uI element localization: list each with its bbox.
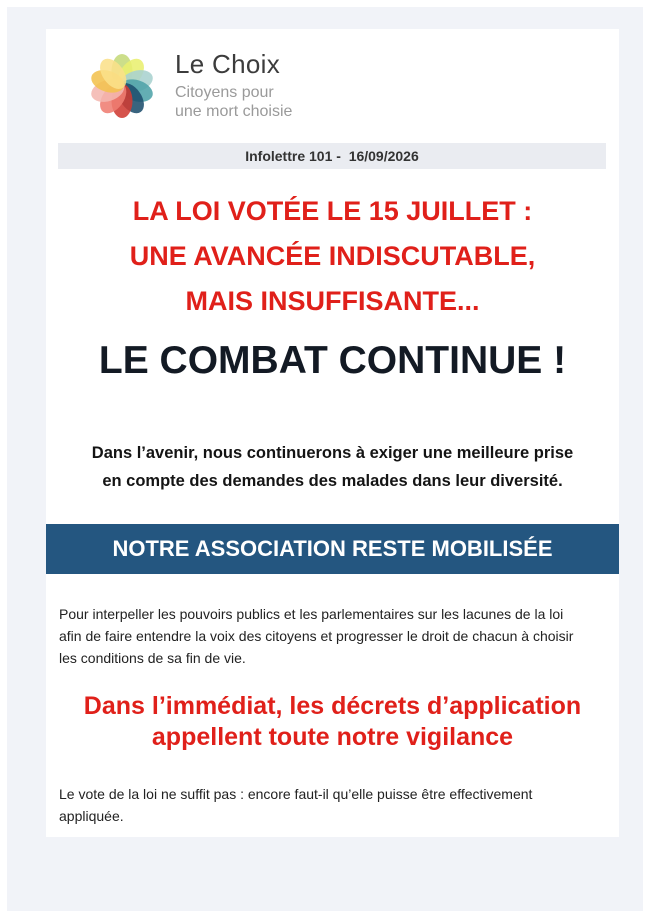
- brand-tagline-line: Citoyens pour: [175, 84, 274, 101]
- brand-name: Le Choix: [175, 49, 281, 79]
- headline-line: MAIS INSUFFISANTE...: [185, 286, 480, 316]
- subheading-decrets: [46, 691, 619, 753]
- newsletter-background: [7, 7, 643, 911]
- headline-line: UNE AVANCÉE INDISCUTABLE,: [129, 241, 536, 271]
- paragraph-mobilisation: [59, 603, 599, 669]
- pinwheel-flower-logo-icon: [76, 45, 168, 127]
- section-title-band: NOTRE ASSOCIATION RESTE MOBILISÉE: [46, 524, 619, 574]
- paragraph-line: afin de faire entendre la voix des citoyens et progresser le droit de chacun à choisir: [59, 628, 574, 644]
- headline-line: LA LOI VOTÉE LE 15 JUILLET :: [132, 196, 533, 226]
- paragraph-line: appliquée.: [59, 808, 124, 824]
- main-headline: [46, 189, 619, 324]
- slogan-heading: LE COMBAT CONTINUE !: [98, 339, 567, 382]
- brand-tagline: [175, 83, 375, 121]
- intro-text: [60, 439, 605, 495]
- issue-label: Infolettre 101 - 16/09/2026: [58, 143, 606, 169]
- intro-line: en compte des demandes des malades dans leur diversité.: [102, 472, 563, 490]
- paragraph-line: les conditions de sa fin de vie.: [59, 650, 246, 666]
- paragraph-line: Pour interpeller les pouvoirs publics et les parlementaires sur les lacunes de la loi: [59, 606, 564, 622]
- paragraph-line: Le vote de la loi ne suffit pas : encore faut-il qu’elle puisse être effectivement: [59, 786, 533, 802]
- paragraph-application: [59, 783, 599, 827]
- subheading-line: Dans l’immédiat, les décrets d’application: [83, 692, 582, 720]
- newsletter-card: [46, 29, 619, 837]
- brand-tagline-line: une mort choisie: [175, 103, 293, 120]
- intro-line: Dans l’avenir, nous continuerons à exiger une meilleure prise: [91, 444, 574, 462]
- subheading-line: appellent toute notre vigilance: [151, 723, 514, 751]
